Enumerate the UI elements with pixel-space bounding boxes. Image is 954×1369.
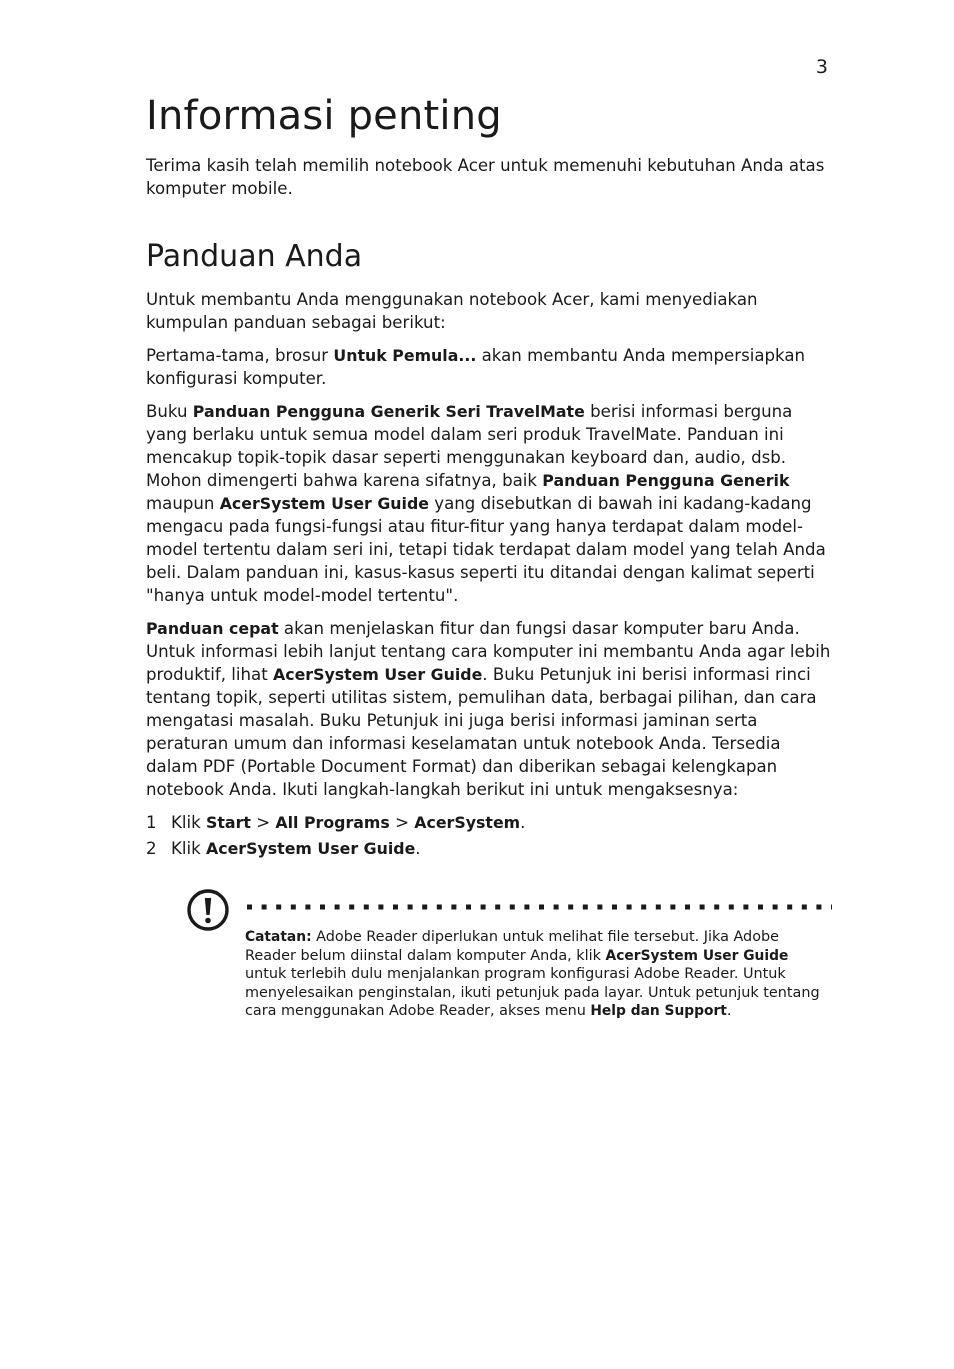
text-run: Pertama-tama, brosur: [146, 346, 334, 365]
text-run: Klik: [171, 813, 206, 832]
list-item: [146, 811, 832, 834]
page-number: 3: [815, 56, 828, 78]
exclamation-circle-icon: [186, 888, 230, 932]
step-text: [171, 837, 421, 860]
steps-list: [146, 811, 832, 860]
document-body: [146, 88, 832, 863]
text-run: .: [415, 839, 421, 858]
text-run: >: [389, 813, 415, 832]
text-run: Klik: [171, 839, 206, 858]
text-run: >: [250, 813, 276, 832]
bold-term: AcerSystem User Guide: [219, 494, 429, 513]
paragraph-getting-started: [146, 344, 832, 390]
bold-term: All Programs: [275, 813, 390, 832]
step-number: 1: [146, 813, 157, 832]
bold-term: Panduan cepat: [146, 619, 279, 638]
paragraph-guides-intro: Untuk membantu Anda menggunakan notebook Acer, kami menyediakan kumpulan panduan sebagai berikut:: [146, 290, 758, 332]
intro-paragraph: Terima kasih telah memilih notebook Acer untuk memenuhi kebutuhan Anda atas komputer mobile.: [146, 156, 825, 198]
dotted-divider: [246, 904, 832, 910]
bold-term: AcerSystem: [414, 813, 521, 832]
bold-term: AcerSystem User Guide: [605, 947, 789, 964]
text-run: . Buku Petunjuk ini berisi informasi rinci tentang topik, seperti utilitas sistem, pemulihan data, berbagai pilihan, dan cara mengatasi masalah. Buku Petunjuk ini juga berisi informasi jaminan serta peraturan umum dan informasi keselamatan untuk notebook Anda. Tersedia dalam PDF (Portable Document Format) dan diberikan sebagai kelengkapan notebook Anda. Ikuti langkah-langkah berikut ini untuk mengaksesnya:: [146, 665, 817, 799]
list-item: [146, 837, 832, 860]
text-run: .: [520, 813, 526, 832]
note-label: Catatan:: [245, 929, 312, 945]
text-run: Adobe Reader diperlukan untuk melihat file tersebut. Jika Adobe Reader belum diinstal dalam komputer Anda, klik: [245, 929, 779, 964]
step-text: [171, 811, 525, 834]
bold-term: Help dan Support: [590, 1003, 727, 1020]
bold-term: AcerSystem User Guide: [273, 665, 483, 684]
note-text: [245, 928, 825, 1021]
page-title: Informasi penting: [146, 93, 502, 139]
paragraph-quick-guide: [146, 617, 832, 801]
paragraph-generic-guide: [146, 400, 832, 607]
bold-term: Untuk Pemula...: [333, 346, 477, 365]
section-heading: Panduan Anda: [146, 239, 363, 274]
text-run: maupun: [146, 494, 220, 513]
text-run: berisi informasi berguna yang berlaku untuk semua model dalam seri produk TravelMate. Panduan ini mencakup topik-topik dasar seperti menggunakan keyboard dan, audio, dsb. Mohon dimengerti bahwa karena sifatnya, baik: [146, 402, 793, 490]
bold-term: Start: [206, 813, 251, 832]
text-run: akan menjelaskan fitur dan fungsi dasar komputer baru Anda. Untuk informasi lebih lanjut tentang cara komputer ini membantu Anda agar lebih produktif, lihat: [146, 619, 831, 684]
text-run: Buku: [146, 402, 193, 421]
bold-term: AcerSystem User Guide: [206, 839, 416, 858]
text-run: yang disebutkan di bawah ini kadang-kadang mengacu pada fungsi-fungsi atau fitur-fitur yang hanya terdapat dalam model-model tertentu dalam seri ini, tetapi tidak terdapat dalam model yang telah Anda beli. Dalam panduan ini, kasus-kasus seperti itu ditandai dengan kalimat seperti "hanya untuk model-model tertentu".: [146, 494, 826, 605]
text-run: untuk terlebih dulu menjalankan program konfigurasi Adobe Reader. Untuk menyelesaikan penginstalan, ikuti petunjuk pada layar. Untuk petunjuk tentang cara menggunakan Adobe Reader, akses menu: [245, 966, 820, 1020]
text-run: akan membantu Anda mempersiapkan konfigurasi komputer.: [146, 346, 806, 388]
text-run: .: [726, 1003, 732, 1020]
bold-term: Panduan Pengguna Generik Seri TravelMate: [192, 402, 585, 421]
bold-term: Panduan Pengguna Generik: [542, 471, 790, 490]
step-number: 2: [146, 839, 157, 858]
